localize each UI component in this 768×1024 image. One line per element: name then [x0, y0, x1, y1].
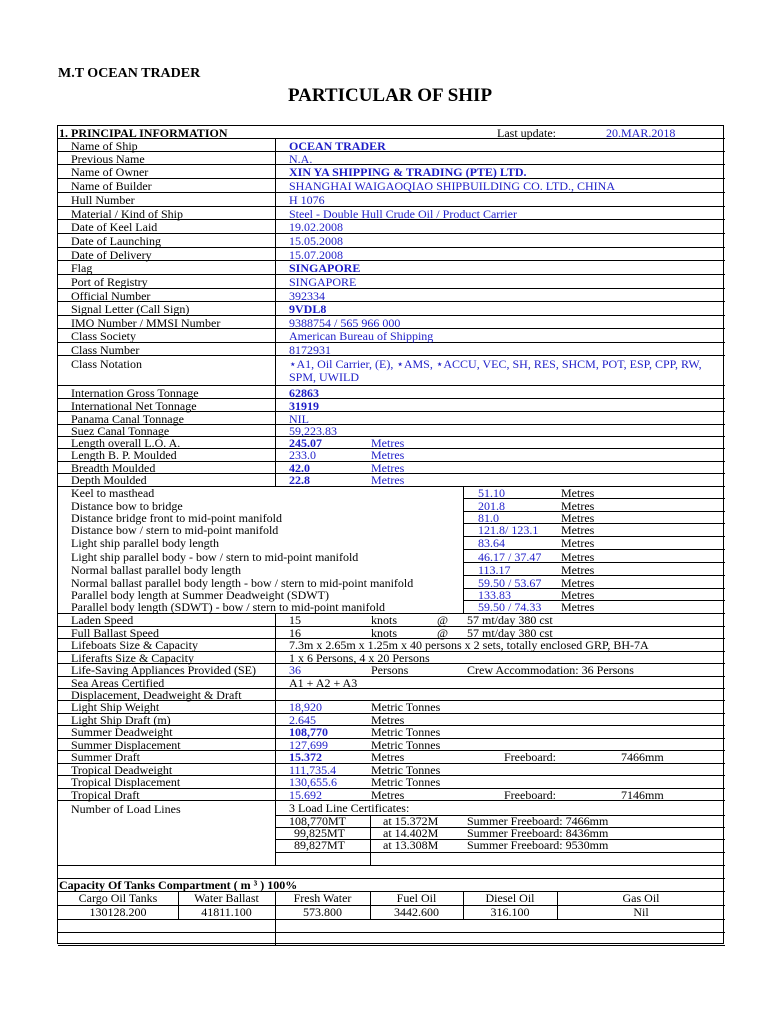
- displacement-value: 15.692: [289, 788, 322, 802]
- load-line-freeboard: Summer Freeboard: 8436mm: [467, 826, 609, 840]
- speed-at: @: [437, 613, 449, 627]
- tank-column-header: Fresh Water: [293, 891, 352, 905]
- tank-column-header: Fuel Oil: [396, 891, 437, 905]
- row-value: Steel - Double Hull Crude Oil / Product Carrier: [289, 207, 517, 221]
- tank-capacity-value: Nil: [633, 905, 649, 919]
- speed-consumption: 57 mt/day 380 cst: [467, 613, 553, 627]
- dimension-value: 22.8: [289, 473, 310, 487]
- distance-unit: Metres: [561, 511, 595, 525]
- row-value: 8172931: [289, 343, 331, 357]
- tank-capacity-value: 3442.600: [394, 905, 439, 919]
- row-label: Date of Keel Laid: [71, 220, 158, 234]
- distance-value: 83.64: [478, 536, 505, 550]
- tonnage-label: International Net Tonnage: [71, 399, 197, 413]
- row-value: XIN YA SHIPPING & TRADING (PTE) LTD.: [289, 165, 527, 179]
- lsa-value: 36: [289, 663, 301, 677]
- tonnage-label: Suez Canal Tonnage: [71, 424, 170, 438]
- speed-unit: knots: [371, 626, 398, 640]
- tonnage-label: Panama Canal Tonnage: [71, 412, 184, 426]
- load-line-freeboard: Summer Freeboard: 9530mm: [467, 838, 609, 852]
- distance-unit: Metres: [561, 563, 595, 577]
- dimension-unit: Metres: [371, 461, 405, 475]
- tank-column-header: Water Ballast: [194, 891, 259, 905]
- distance-label: Distance bow to bridge: [71, 499, 183, 513]
- row-value: 15.05.2008: [289, 234, 343, 248]
- distance-label: Distance bow / stern to mid-point manifold: [71, 523, 279, 537]
- tank-capacity-value: 130128.200: [89, 905, 147, 919]
- displacement-value: 130,655.6: [289, 775, 337, 789]
- load-line-dwt: 99,825MT: [294, 826, 345, 840]
- row-label: Hull Number: [71, 193, 135, 207]
- displacement-value: 108,770: [289, 725, 328, 739]
- tanks-heading: Capacity Of Tanks Compartment ( m ³ ) 100%: [59, 878, 298, 892]
- tank-capacity-value: 316.100: [490, 905, 530, 919]
- distance-value: 121.8/ 123.1: [478, 523, 539, 537]
- row-label: Class Society: [71, 329, 136, 343]
- distance-value: 133.83: [478, 588, 511, 602]
- displacement-value: 18,920: [289, 700, 322, 714]
- tank-capacity-value: 41811.100: [201, 905, 252, 919]
- section-heading: 1. PRINCIPAL INFORMATION: [59, 126, 228, 140]
- particulars-table: [57, 125, 724, 944]
- dimension-unit: Metres: [371, 473, 405, 487]
- row-value: SINGAPORE: [289, 261, 361, 275]
- tonnage-value: 31919: [289, 399, 319, 413]
- dimension-value: 42.0: [289, 461, 310, 475]
- row-rule: [58, 919, 725, 920]
- row-label: Class Number: [71, 343, 140, 357]
- load-line-dwt: 89,827MT: [294, 838, 345, 852]
- distance-value: 81.0: [478, 511, 499, 525]
- row-rule: [58, 288, 725, 289]
- load-line-draft: at 13.308M: [383, 838, 439, 852]
- displacement-label: Light Ship Weight: [71, 700, 160, 714]
- row-label: Signal Letter (Call Sign): [71, 302, 190, 316]
- displacement-value: 15.372: [289, 750, 322, 764]
- row-label: Port of Registry: [71, 275, 148, 289]
- lsa-label: Life-Saving Appliances Provided (SE): [71, 663, 256, 677]
- lifeboats-value: 7.3m x 2.65m x 1.25m x 40 persons x 2 sets, totally enclosed GRP, BH-7A: [289, 638, 649, 652]
- distance-label: Keel to masthead: [71, 486, 155, 500]
- freeboard-value: 7466mm: [621, 750, 664, 764]
- distance-label: Distance bridge front to mid-point manifold: [71, 511, 282, 525]
- distance-value: 51.10: [478, 486, 505, 500]
- speed-value: 15: [289, 613, 301, 627]
- distance-value: 113.17: [478, 563, 511, 577]
- tank-column-header: Diesel Oil: [485, 891, 535, 905]
- load-line-freeboard: Summer Freeboard: 7466mm: [467, 814, 609, 828]
- row-value: OCEAN TRADER: [289, 139, 386, 153]
- displacement-unit: Metric Tonnes: [371, 738, 441, 752]
- dimension-unit: Metres: [371, 436, 405, 450]
- crew-accommodation: Crew Accommodation: 36 Persons: [467, 663, 634, 677]
- distance-unit: Metres: [561, 523, 595, 537]
- row-rule: [58, 355, 725, 356]
- distance-label: Normal ballast parallel body length: [71, 563, 241, 577]
- load-lines-label: Number of Load Lines: [71, 802, 181, 816]
- freeboard-label: Freeboard:: [504, 788, 556, 802]
- dimension-unit: Metres: [371, 448, 405, 462]
- displacement-label: Tropical Deadweight: [71, 763, 173, 777]
- row-label: Flag: [71, 261, 93, 275]
- row-label: Name of Ship: [71, 139, 138, 153]
- distance-unit: Metres: [561, 576, 595, 590]
- distance-unit: Metres: [561, 550, 595, 564]
- displacement-unit: Metres: [371, 713, 405, 727]
- speed-unit: knots: [371, 613, 398, 627]
- displacement-unit: Metric Tonnes: [371, 763, 441, 777]
- row-value: SHANGHAI WAIGAOQIAO SHIPBUILDING CO. LTD., CHINA: [289, 179, 615, 193]
- column-rule: [370, 815, 371, 865]
- ship-name-header: M.T OCEAN TRADER: [58, 66, 201, 81]
- row-value: 9388754 / 565 966 000: [289, 316, 401, 330]
- distance-unit: Metres: [561, 600, 595, 614]
- distance-unit: Metres: [561, 486, 595, 500]
- tank-column-header: Gas Oil: [622, 891, 660, 905]
- load-line-draft: at 14.402M: [383, 826, 439, 840]
- distance-label: Light ship parallel body - bow / stern to mid-point manifold: [71, 550, 359, 564]
- distance-label: Parallel body length (SDWT) - bow / stern to mid-point manifold: [71, 600, 385, 614]
- row-value: 15.07.2008: [289, 248, 343, 262]
- lifeboats-label: Lifeboats Size & Capacity: [71, 638, 198, 652]
- lsa-unit: Persons: [371, 663, 409, 677]
- row-rule: [58, 274, 725, 275]
- last-update-label: Last update:: [497, 126, 556, 140]
- row-value: 19.02.2008: [289, 220, 343, 234]
- sea-areas-value: A1 + A2 + A3: [289, 676, 358, 690]
- row-label: Class Notation: [71, 357, 142, 371]
- row-label: Name of Owner: [71, 165, 149, 179]
- row-value: 9VDL8: [289, 302, 327, 316]
- distance-unit: Metres: [561, 536, 595, 550]
- freeboard-label: Freeboard:: [504, 750, 556, 764]
- row-label: Name of Builder: [71, 179, 152, 193]
- tonnage-label: Internation Gross Tonnage: [71, 386, 199, 400]
- row-rule: [58, 945, 725, 946]
- tank-capacity-value: 573.800: [303, 905, 342, 919]
- displacement-label: Summer Displacement: [71, 738, 181, 752]
- row-value: SINGAPORE: [289, 275, 357, 289]
- dimension-value: 233.0: [289, 448, 316, 462]
- load-line-dwt: 108,770MT: [289, 814, 346, 828]
- distance-unit: Metres: [561, 588, 595, 602]
- last-update-value: 20.MAR.2018: [606, 126, 676, 140]
- load-line-certificates: 3 Load Line Certificates:: [289, 801, 410, 815]
- row-rule: [58, 151, 725, 152]
- column-rule: [275, 138, 276, 486]
- row-label: Official Number: [71, 289, 151, 303]
- row-rule: [58, 932, 725, 933]
- displacement-label: Light Ship Draft (m): [71, 713, 171, 727]
- speed-label: Laden Speed: [71, 613, 134, 627]
- row-rule: [275, 852, 725, 853]
- dimension-label: Length B. P. Moulded: [71, 448, 177, 462]
- displacement-unit: Metric Tonnes: [371, 725, 441, 739]
- distance-value: 59.50 / 74.33: [478, 600, 542, 614]
- sea-areas-label: Sea Areas Certified: [71, 676, 165, 690]
- document-title: PARTICULAR OF SHIP: [287, 85, 493, 106]
- liferafts-label: Liferafts Size & Capacity: [71, 651, 194, 665]
- row-label: Material / Kind of Ship: [71, 207, 183, 221]
- distance-label: Light ship parallel body length: [71, 536, 219, 550]
- displacement-value: 127,699: [289, 738, 328, 752]
- speed-consumption: 57 mt/day 380 cst: [467, 626, 553, 640]
- displacement-unit: Metres: [371, 788, 405, 802]
- distance-unit: Metres: [561, 499, 595, 513]
- speed-at: @: [437, 626, 449, 640]
- displacement-label: Tropical Draft: [71, 788, 140, 802]
- row-label: Date of Delivery: [71, 248, 152, 262]
- displacement-heading: Displacement, Deadweight & Draft: [71, 688, 242, 702]
- dimension-value: 245.07: [289, 436, 322, 450]
- row-value: H 1076: [289, 193, 325, 207]
- speed-label: Full Ballast Speed: [71, 626, 159, 640]
- displacement-value: 111,735.4: [289, 763, 337, 777]
- dimension-label: Length overall L.O. A.: [71, 436, 181, 450]
- tonnage-value: 62863: [289, 386, 319, 400]
- row-value: 392334: [289, 289, 325, 303]
- distance-value: 59.50 / 53.67: [478, 576, 542, 590]
- displacement-unit: Metric Tonnes: [371, 700, 441, 714]
- row-label: IMO Number / MMSI Number: [71, 316, 221, 330]
- distance-value: 46.17 / 37.47: [478, 550, 542, 564]
- row-value: N.A.: [289, 152, 313, 166]
- tonnage-value: NIL: [289, 412, 309, 426]
- load-line-draft: at 15.372M: [383, 814, 439, 828]
- displacement-unit: Metric Tonnes: [371, 775, 441, 789]
- distance-label: Parallel body length at Summer Deadweight (SDWT): [71, 588, 329, 602]
- distance-value: 201.8: [478, 499, 505, 513]
- row-label: Date of Launching: [71, 234, 161, 248]
- class-notation-value: ⋆A1, Oil Carrier, (E), ⋆AMS, ⋆ACCU, VEC, SH, RES, SHCM, POT, ESP, CPP, RW, SPM, UWILD: [289, 357, 702, 384]
- dimension-label: Breadth Moulded: [71, 461, 156, 475]
- freeboard-value: 7146mm: [621, 788, 664, 802]
- row-value: American Bureau of Shipping: [289, 329, 434, 343]
- row-rule: [58, 260, 725, 261]
- tonnage-value: 59,223.83: [289, 424, 337, 438]
- row-rule: [58, 865, 725, 866]
- liferafts-value: 1 x 6 Persons, 4 x 20 Persons: [289, 651, 430, 665]
- displacement-label: Tropical Displacement: [71, 775, 181, 789]
- tank-column-header: Cargo Oil Tanks: [78, 891, 158, 905]
- distance-label: Normal ballast parallel body length - bow / stern to mid-point manifold: [71, 576, 414, 590]
- row-label: Previous Name: [71, 152, 145, 166]
- dimension-label: Depth Moulded: [71, 473, 147, 487]
- displacement-label: Summer Deadweight: [71, 725, 173, 739]
- displacement-label: Summer Draft: [71, 750, 140, 764]
- displacement-value: 2.645: [289, 713, 316, 727]
- speed-value: 16: [289, 626, 301, 640]
- displacement-unit: Metres: [371, 750, 405, 764]
